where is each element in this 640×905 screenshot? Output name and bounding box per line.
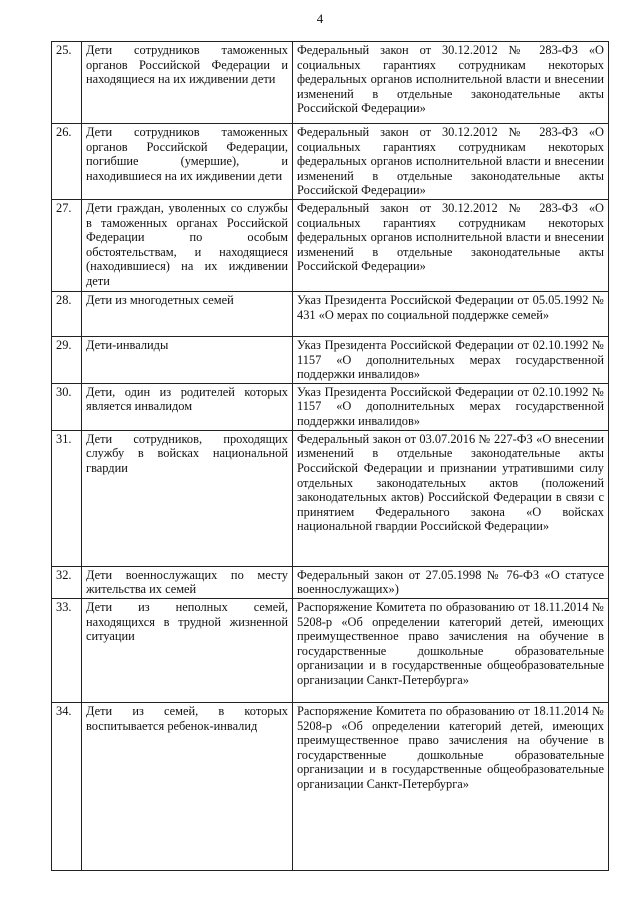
row-number: 31. (52, 430, 82, 566)
category-cell: Дети из многодетных семей (82, 291, 293, 336)
table-row (52, 383, 609, 430)
legal-basis-cell: Указ Президента Российской Федерации от 02.10.1992 № 1157 «О дополнительных мерах государственной поддержки инвалидов» (293, 383, 609, 430)
row-number: 25. (52, 42, 82, 124)
category-cell: Дети-инвалиды (82, 336, 293, 383)
row-number: 28. (52, 291, 82, 336)
table-row (52, 42, 609, 124)
row-number: 33. (52, 598, 82, 702)
category-cell: Дети сотрудников, проходящих службу в войсках национальной гвардии (82, 430, 293, 566)
legal-basis-cell: Федеральный закон от 30.12.2012 № 283-ФЗ «О социальных гарантиях сотрудникам некоторых федеральных органов исполнительной власти и внесении изменений в отдельные законодательные акты Российской Федерации» (293, 42, 609, 124)
category-cell: Дети из семей, в которых воспитывается ребенок-инвалид (82, 702, 293, 870)
category-cell: Дети граждан, уволенных со службы в таможенных органах Российской Федерации по особым обстоятельствам, и находящиеся (находившиеся) на их иждивении дети (82, 199, 293, 291)
category-cell: Дети военнослужащих по месту жительства их семей (82, 566, 293, 598)
category-cell: Дети из неполных семей, находящихся в трудной жизненной ситуации (82, 598, 293, 702)
legal-basis-cell: Распоряжение Комитета по образованию от 18.11.2014 № 5208-р «Об определении категорий детей, имеющих преимущественное право зачисления на обучение в государственные дошкольные образовательные организации и в государственные общеобразовательные организации Санкт-Петербурга» (293, 702, 609, 870)
table-row (52, 598, 609, 702)
legal-basis-cell: Указ Президента Российской Федерации от 05.05.1992 № 431 «О мерах по социальной поддержке семей» (293, 291, 609, 336)
row-number: 34. (52, 702, 82, 870)
row-number: 29. (52, 336, 82, 383)
row-number: 26. (52, 124, 82, 200)
benefits-table (51, 41, 609, 871)
legal-basis-cell: Федеральный закон от 27.05.1998 № 76-ФЗ «О статусе военнослужащих») (293, 566, 609, 598)
table-row (52, 430, 609, 566)
table-row (52, 566, 609, 598)
table-row (52, 124, 609, 200)
row-number: 30. (52, 383, 82, 430)
category-cell: Дети сотрудников таможенных органов Российской Федерации и находящиеся на их иждивении дети (82, 42, 293, 124)
row-number: 27. (52, 199, 82, 291)
category-cell: Дети сотрудников таможенных органов Российской Федерации, погибшие (умершие), и находившиеся на их иждивении дети (82, 124, 293, 200)
category-cell: Дети, один из родителей которых является инвалидом (82, 383, 293, 430)
legal-basis-cell: Федеральный закон от 03.07.2016 № 227-ФЗ «О внесении изменений в отдельные законодательные акты Российской Федерации и признании утратившими силу отдельных законодательных актов (положений законодательных актов) Российской Федерации в связи с принятием Федерального закона «О войсках национальной гвардии Российской Федерации» (293, 430, 609, 566)
page-number: 4 (316, 11, 324, 26)
table-row (52, 702, 609, 870)
legal-basis-cell: Федеральный закон от 30.12.2012 № 283-ФЗ «О социальных гарантиях сотрудникам некоторых федеральных органов исполнительной власти и внесении изменений в отдельные законодательные акты Российской Федерации» (293, 124, 609, 200)
table-row (52, 291, 609, 336)
legal-basis-cell: Указ Президента Российской Федерации от 02.10.1992 № 1157 «О дополнительных мерах государственной поддержки инвалидов» (293, 336, 609, 383)
legal-basis-cell: Федеральный закон от 30.12.2012 № 283-ФЗ «О социальных гарантиях сотрудникам некоторых федеральных органов исполнительной власти и внесении изменений в отдельные законодательные акты Российской Федерации» (293, 199, 609, 291)
table-row (52, 199, 609, 291)
legal-basis-cell: Распоряжение Комитета по образованию от 18.11.2014 № 5208-р «Об определении категорий детей, имеющих преимущественное право зачисления на обучение в государственные дошкольные образовательные организации и в государственные общеобразовательные организации Санкт-Петербурга» (293, 598, 609, 702)
row-number: 32. (52, 566, 82, 598)
table-row (52, 336, 609, 383)
